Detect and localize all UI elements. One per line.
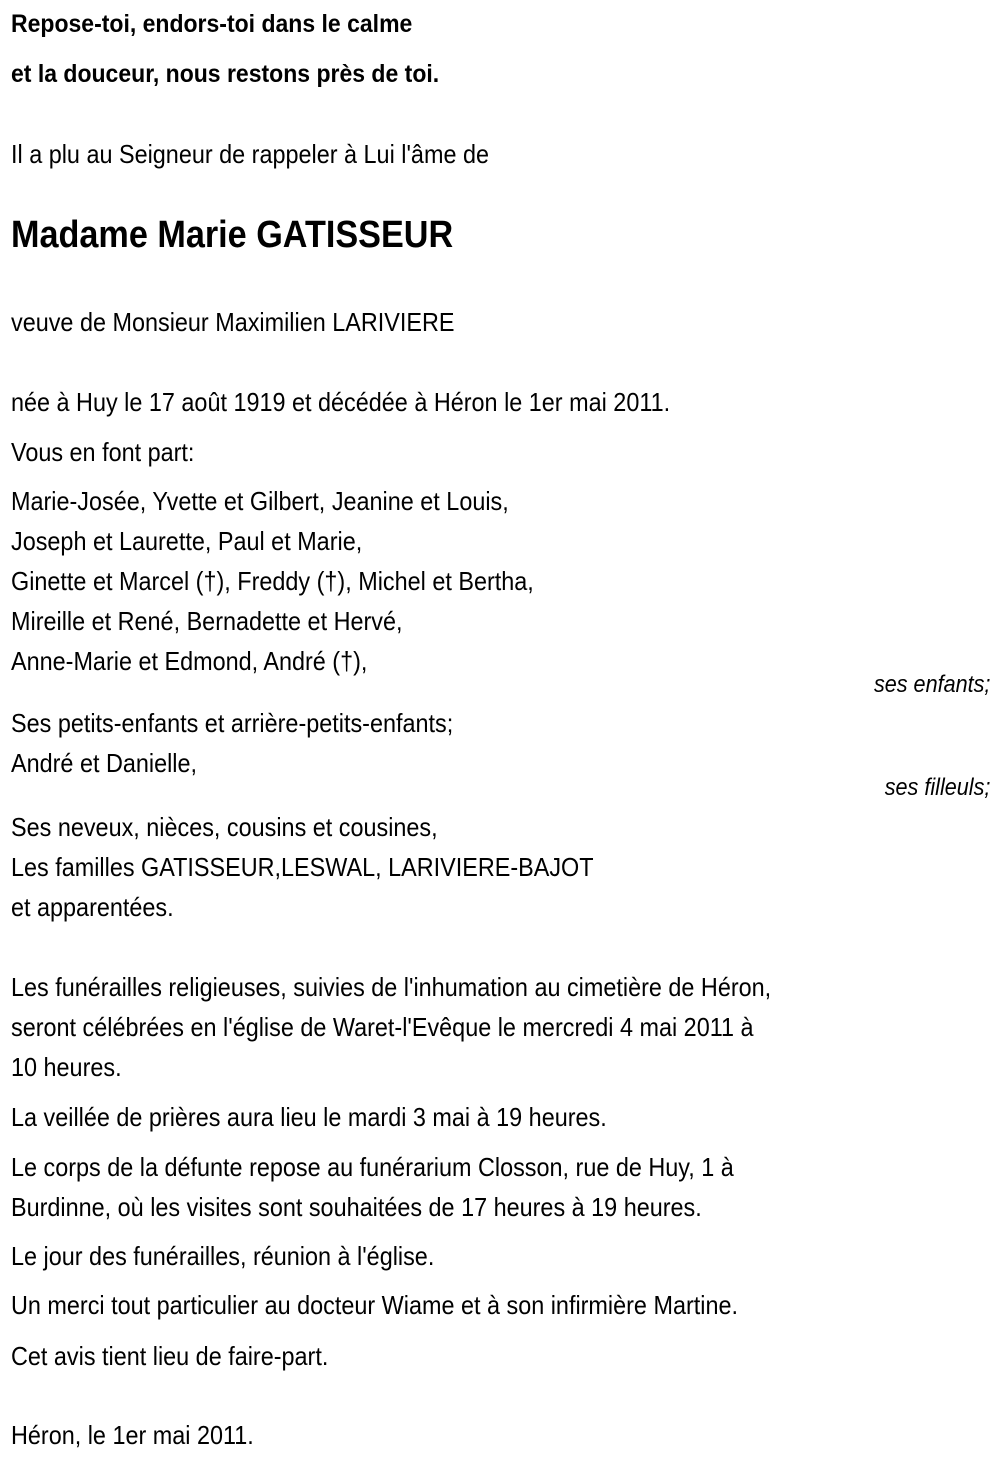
relatives-line: et apparentées. [11,892,174,922]
ceremony-line: 10 heures. [11,1052,122,1082]
children-line: Ginette et Marcel (†), Freddy (†), Michel et Bertha, [11,566,534,596]
verse-line-1: Repose-toi, endors-toi dans le calme [11,10,413,38]
notice-text: Cet avis tient lieu de faire-part. [11,1341,329,1371]
intro-text: Il a plu au Seigneur de rappeler à Lui l'âme de [11,139,489,169]
children-line: Mireille et René, Bernadette et Hervé, [11,606,403,636]
godchildren-label: ses filleuls; [884,774,990,801]
ceremony-line: Les funérailles religieuses, suivies de l'inhumation au cimetière de Héron, [11,972,772,1002]
children-line: Anne-Marie et Edmond, André (†), [11,646,368,676]
grandchildren-text: Ses petits-enfants et arrière-petits-enfants; [11,708,454,738]
godchildren-names: André et Danielle, [11,748,198,778]
children-label: ses enfants; [873,671,990,698]
repose-line: Le corps de la défunte repose au funérarium Closson, rue de Huy, 1 à [11,1152,734,1182]
birth-death-text: née à Huy le 17 août 1919 et décédée à Héron le 1er mai 2011. [11,387,671,417]
meeting-text: Le jour des funérailles, réunion à l'église. [11,1241,435,1271]
signoff-text: Héron, le 1er mai 2011. [11,1420,254,1450]
children-line: Joseph et Laurette, Paul et Marie, [11,526,363,556]
children-line: Marie-Josée, Yvette et Gilbert, Jeanine et Louis, [11,486,509,516]
thanks-text: Un merci tout particulier au docteur Wiame et à son infirmière Martine. [11,1290,738,1320]
deceased-name: Madame Marie GATISSEUR [11,214,454,256]
repose-line: Burdinne, où les visites sont souhaitées de 17 heures à 19 heures. [11,1192,702,1222]
announcers-intro: Vous en font part: [11,437,195,467]
ceremony-line: seront célébrées en l'église de Waret-l'Evêque le mercredi 4 mai 2011 à [11,1012,754,1042]
vigil-text: La veillée de prières aura lieu le mardi 3 mai à 19 heures. [11,1102,607,1132]
spouse-text: veuve de Monsieur Maximilien LARIVIERE [11,307,455,337]
relatives-line: Les familles GATISSEUR,LESWAL, LARIVIERE-BAJOT [11,852,594,882]
relatives-line: Ses neveux, nièces, cousins et cousines, [11,812,438,842]
verse-line-2: et la douceur, nous restons près de toi. [11,60,440,88]
